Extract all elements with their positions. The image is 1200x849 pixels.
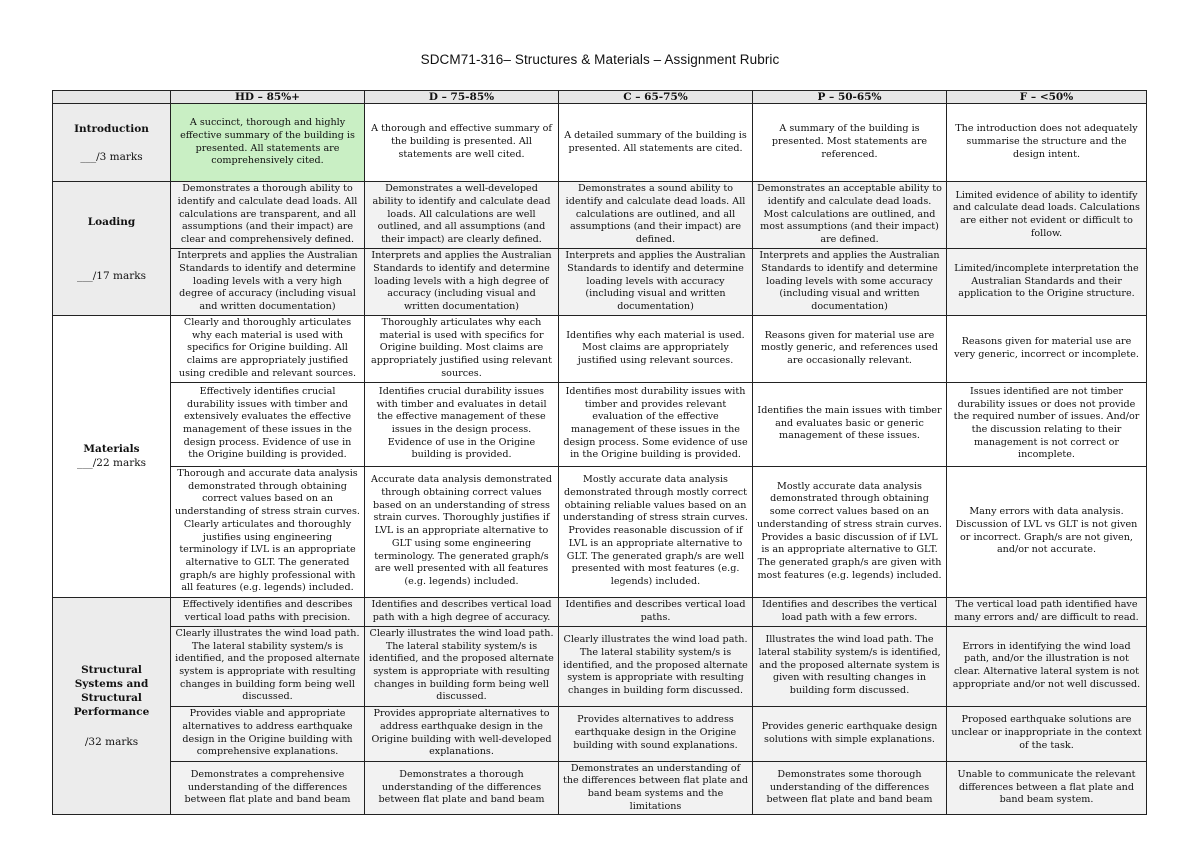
header-criteria xyxy=(53,91,171,104)
cell-f: Issues identified are not timber durability issues or does not provide the required number of issues. And/or the discussion relating to their management is not correct or incomplete. xyxy=(947,382,1147,466)
cell-d: Provides appropriate alternatives to address earthquake design in the Origine building with well-developed explanations. xyxy=(365,706,559,761)
cell-hd: A succinct, thorough and highly effective summary of the building is presented. All statements are comprehensively cited. xyxy=(171,104,365,182)
criterion-marks: ___/22 marks xyxy=(77,457,146,470)
header-hd: HD – 85%+ xyxy=(171,91,365,104)
cell-f: The vertical load path identified have many errors and/ are difficult to read. xyxy=(947,597,1147,626)
table-row xyxy=(53,597,1147,626)
cell-f: Many errors with data analysis. Discussion of LVL vs GLT is not given or incorrect. Graph/s are not given, and/or not accurate. xyxy=(947,466,1147,597)
cell-c: A detailed summary of the building is presented. All statements are cited. xyxy=(559,104,753,182)
table-row xyxy=(53,382,1147,466)
cell-f: Reasons given for material use are very generic, incorrect or incomplete. xyxy=(947,316,1147,383)
cell-c: Demonstrates a sound ability to identify and calculate dead loads. All calculations are outlined, and all assumptions (and their impact) are defined. xyxy=(559,182,753,249)
header-c: C – 65-75% xyxy=(559,91,753,104)
header-d: D – 75-85% xyxy=(365,91,559,104)
cell-hd: Effectively identifies crucial durability issues with timber and extensively evaluates the effective management of these issues in the design process. Evidence of use in the Origine building is provided. xyxy=(171,382,365,466)
cell-p: Demonstrates some thorough understanding of the differences between flat plate and band beam xyxy=(753,761,947,815)
cell-hd: Provides viable and appropriate alternatives to address earthquake design in the Origine building with comprehensive explanations. xyxy=(171,706,365,761)
cell-d: A thorough and effective summary of the building is presented. All statements are well cited. xyxy=(365,104,559,182)
cell-f: Limited evidence of ability to identify and calculate dead loads. Calculations are either not evident or difficult to follow. xyxy=(947,182,1147,249)
cell-c: Identifies and describes vertical load paths. xyxy=(559,597,753,626)
document-title: SDCM71-316– Structures & Materials – Assignment Rubric xyxy=(420,52,780,67)
cell-p: Provides generic earthquake design solutions with simple explanations. xyxy=(753,706,947,761)
cell-f: Proposed earthquake solutions are unclear or inappropriate in the context of the task. xyxy=(947,706,1147,761)
table-row xyxy=(53,249,1147,316)
table-row xyxy=(53,316,1147,383)
cell-hd: Demonstrates a comprehensive understanding of the differences between flat plate and band beam xyxy=(171,761,365,815)
header-row xyxy=(53,91,1147,104)
header-p: P – 50-65% xyxy=(753,91,947,104)
table-row xyxy=(53,182,1147,249)
criterion-marks: ___/3 marks xyxy=(80,150,143,163)
cell-c: Clearly illustrates the wind load path. The lateral stability system/s is identified, and the proposed alternate system is appropriate with resulting changes in building form discussed. xyxy=(559,626,753,706)
cell-p: A summary of the building is presented. Most statements are referenced. xyxy=(753,104,947,182)
cell-d: Demonstrates a thorough understanding of the differences between flat plate and band beam xyxy=(365,761,559,815)
cell-hd: Thorough and accurate data analysis demonstrated through obtaining correct values based on an understanding of stress strain curves. Clearly articulates and thoroughly justifies using engineering terminology if LVL is an appropriate alternative to GLT. The generated graph/s are highly professional with all features (e.g. legends) included. xyxy=(171,466,365,597)
criterion-marks: ___/17 marks xyxy=(77,269,146,282)
criterion-name: Structural Systems and Structural Performance xyxy=(73,663,150,718)
criterion-structural xyxy=(53,597,171,815)
criterion-materials xyxy=(53,316,171,598)
cell-c: Demonstrates an understanding of the differences between flat plate and band beam systems and the limitations xyxy=(559,761,753,815)
cell-p: Reasons given for material use are mostly generic, and references used are occasionally relevant. xyxy=(753,316,947,383)
cell-p: Identifies the main issues with timber and evaluates basic or generic management of these issues. xyxy=(753,382,947,466)
table-row xyxy=(53,104,1147,182)
criterion-name: Materials xyxy=(83,443,140,456)
table-row xyxy=(53,466,1147,597)
cell-f: Unable to communicate the relevant differences between a flat plate and band beam system. xyxy=(947,761,1147,815)
cell-hd: Effectively identifies and describes vertical load paths with precision. xyxy=(171,597,365,626)
cell-d: Demonstrates a well-developed ability to identify and calculate dead loads. All calculations are well outlined, and all assumptions (and their impact) are clearly defined. xyxy=(365,182,559,249)
cell-c: Identifies most durability issues with timber and provides relevant evaluation of the effective management of these issues in the design process. Some evidence of use in the Origine building is provided. xyxy=(559,382,753,466)
cell-d: Thoroughly articulates why each material is used with specifics for Origine building. Most claims are appropriately justified using relevant sources. xyxy=(365,316,559,383)
cell-d: Interprets and applies the Australian Standards to identify and determine loading levels with a high degree of accuracy (including visual and written documentation) xyxy=(365,249,559,316)
criterion-marks: /32 marks xyxy=(84,735,139,748)
cell-c: Identifies why each material is used. Most claims are appropriately justified using relevant sources. xyxy=(559,316,753,383)
criterion-name: Loading xyxy=(87,215,136,228)
cell-f: The introduction does not adequately summarise the structure and the design intent. xyxy=(947,104,1147,182)
cell-c: Interprets and applies the Australian Standards to identify and determine loading levels with accuracy (including visual and written documentation) xyxy=(559,249,753,316)
cell-p: Identifies and describes the vertical load path with a few errors. xyxy=(753,597,947,626)
header-f: F – <50% xyxy=(947,91,1147,104)
cell-p: Illustrates the wind load path. The lateral stability system/s is identified, and the proposed alternate system is given with resulting changes in building form discussed. xyxy=(753,626,947,706)
cell-p: Interprets and applies the Australian Standards to identify and determine loading levels with some accuracy (including visual and written documentation) xyxy=(753,249,947,316)
rubric-table xyxy=(52,90,1147,815)
cell-hd: Clearly and thoroughly articulates why each material is used with specifics for Origine building. All claims are appropriately justified using credible and relevant sources. xyxy=(171,316,365,383)
cell-hd: Interprets and applies the Australian Standards to identify and determine loading levels with a very high degree of accuracy (including visual and written documentation) xyxy=(171,249,365,316)
cell-d: Identifies crucial durability issues with timber and evaluates in detail the effective management of these issues in the design process. Evidence of use in the Origine building is provided. xyxy=(365,382,559,466)
criterion-name: Introduction xyxy=(74,122,149,135)
table-row xyxy=(53,626,1147,706)
cell-f: Errors in identifying the wind load path, and/or the illustration is not clear. Alternative lateral system is not appropriate and/or not well discussed. xyxy=(947,626,1147,706)
cell-d: Clearly illustrates the wind load path. The lateral stability system/s is identified, and the proposed alternate system is appropriate with resulting changes in building form being well discussed. xyxy=(365,626,559,706)
criterion-introduction xyxy=(53,104,171,182)
table-row xyxy=(53,761,1147,815)
cell-d: Identifies and describes vertical load path with a high degree of accuracy. xyxy=(365,597,559,626)
table-row xyxy=(53,706,1147,761)
cell-p: Mostly accurate data analysis demonstrated through obtaining some correct values based on an understanding of stress strain curves. Provides a basic discussion of if LVL is an appropriate alternative to GLT. The generated graph/s are given with most features (e.g. legends) included. xyxy=(753,466,947,597)
cell-d: Accurate data analysis demonstrated through obtaining correct values based on an understanding of stress strain curves. Thoroughly justifies if LVL is an appropriate alternative to GLT using some engineering terminology. The generated graph/s are well presented with all features (e.g. legends) included. xyxy=(365,466,559,597)
criterion-loading xyxy=(53,182,171,316)
cell-hd: Clearly illustrates the wind load path. The lateral stability system/s is identified, and the proposed alternate system is appropriate with resulting changes in building form being well discussed. xyxy=(171,626,365,706)
cell-c: Provides alternatives to address earthquake design in the Origine building with sound explanations. xyxy=(559,706,753,761)
cell-f: Limited/incomplete interpretation the Australian Standards and their application to the Origine structure. xyxy=(947,249,1147,316)
cell-hd: Demonstrates a thorough ability to identify and calculate dead loads. All calculations are transparent, and all assumptions (and their impact) are clear and comprehensively defined. xyxy=(171,182,365,249)
cell-c: Mostly accurate data analysis demonstrated through mostly correct obtaining reliable values based on an understanding of stress strain curves. Provides reasonable discussion of if LVL is an appropriate alternative to GLT. The generated graph/s are well presented with most features (e.g. legends) included. xyxy=(559,466,753,597)
cell-p: Demonstrates an acceptable ability to identify and calculate dead loads. Most calculations are outlined, and most assumptions (and their impact) are defined. xyxy=(753,182,947,249)
